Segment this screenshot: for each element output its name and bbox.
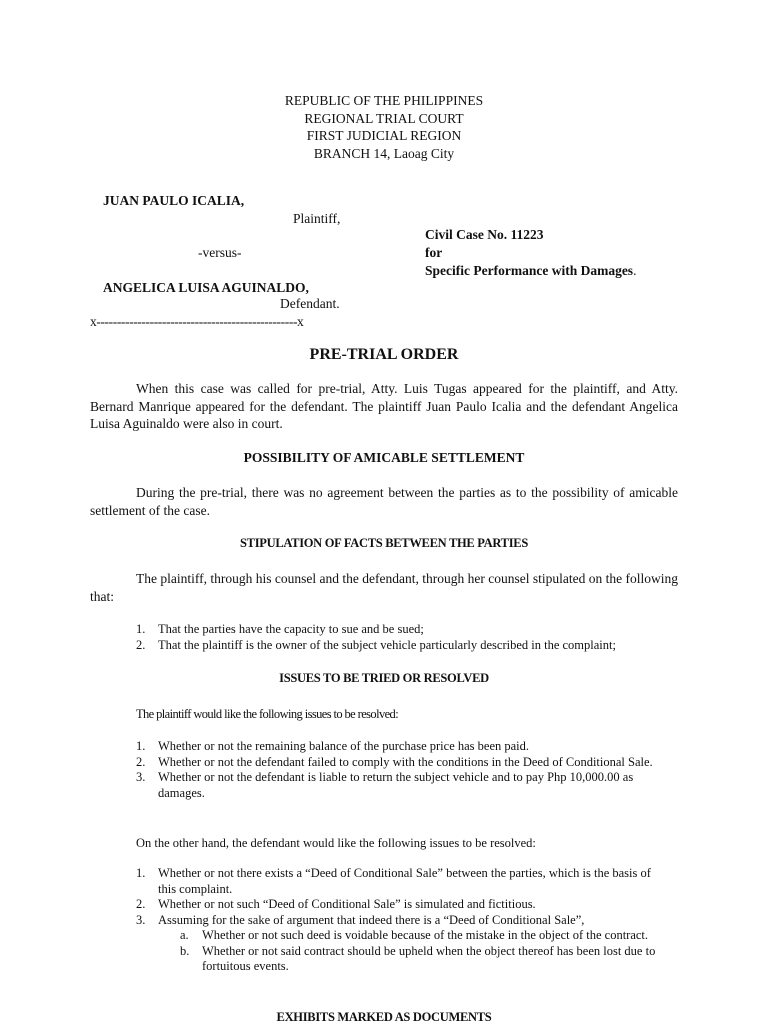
sub-list-item <box>180 928 661 944</box>
sub-list-item-letter: b. <box>180 943 190 958</box>
amicable-paragraph: During the pre-trial, there was no agreement between the parties as to the possibility of amicable settlement of the case. <box>90 485 678 518</box>
list-item-number: 3. <box>136 912 146 927</box>
list-item-text: Whether or not there exists a “Deed of Conditional Sale” between the parties, which is the basis of this complaint. <box>158 866 651 896</box>
plaintiff-issues-list <box>136 739 676 801</box>
stipulation-list <box>136 622 676 653</box>
stipulation-heading: STIPULATION OF FACTS BETWEEN THE PARTIES <box>240 536 528 550</box>
list-item-text: Whether or not the defendant is liable to return the subject vehicle and to pay Php 10,000.00 as damages. <box>158 770 634 800</box>
list-item-text: Whether or not such “Deed of Conditional Sale” is simulated and fictitious. <box>158 897 536 911</box>
list-item-number: 3. <box>136 770 146 784</box>
case-nature-text: Specific Performance with Damages <box>425 263 634 278</box>
intro-paragraph: When this case was called for pre-trial, Atty. Luis Tugas appeared for the plaintiff, and Atty. Bernard Manrique appeared for the defendant. The plaintiff Juan Paulo Icalia and the defendant Angelica Luisa Aguinaldo were also in court. <box>90 381 678 431</box>
list-item <box>136 755 676 771</box>
plaintiff-issues-intro: The plaintiff would like the following issues to be resolved: <box>136 707 399 721</box>
header-line-republic: REPUBLIC OF THE PHILIPPINES <box>284 93 484 108</box>
list-item-number: 2. <box>136 754 146 769</box>
defendant-issues-intro: On the other hand, the defendant would like the following issues to be resolved: <box>136 836 536 850</box>
caption-separator: x-------------------------------------------------x <box>90 314 304 329</box>
list-item <box>136 739 676 755</box>
list-item-text: That the parties have the capacity to sue and be sued; <box>158 622 424 636</box>
defendant-name: ANGELICA LUISA AGUINALDO, <box>103 280 309 295</box>
list-item-number: 2. <box>136 897 146 911</box>
list-item-number: 1. <box>136 622 146 636</box>
sub-list-item-text: Whether or not such deed is voidable because of the mistake in the object of the contract. <box>202 928 649 942</box>
sub-list-item-text: Whether or not said contract should be upheld when the object thereof has been lost due to fortuitous events. <box>202 943 656 973</box>
list-item-text: Assuming for the sake of argument that indeed there is a “Deed of Conditional Sale”, <box>158 912 585 927</box>
case-number: Civil Case No. 11223 <box>425 227 544 242</box>
header-line-branch: BRANCH 14, Laoag City <box>313 145 455 161</box>
versus-label: -versus- <box>198 245 242 260</box>
list-item <box>136 897 661 913</box>
document-title: PRE-TRIAL ORDER <box>309 346 459 363</box>
exhibits-heading: EXHIBITS MARKED AS DOCUMENTS <box>276 1010 492 1024</box>
header-line-region: FIRST JUDICIAL REGION <box>306 128 462 143</box>
court-header <box>0 92 768 162</box>
list-item-number: 1. <box>136 866 146 880</box>
list-item-number: 2. <box>136 637 146 652</box>
case-for-label: for <box>425 245 443 260</box>
list-item-number: 1. <box>136 739 146 753</box>
list-item <box>136 770 668 801</box>
list-item-text: Whether or not the defendant failed to comply with the conditions in the Deed of Conditional Sale. <box>158 754 653 769</box>
defendant-issues-list <box>136 866 661 975</box>
list-item <box>136 638 676 654</box>
list-item <box>136 866 661 897</box>
list-item <box>136 913 661 929</box>
sub-list-item <box>180 944 661 975</box>
plaintiff-role: Plaintiff, <box>293 211 341 226</box>
case-nature-period: . <box>633 263 637 278</box>
amicable-heading: POSSIBILITY OF AMICABLE SETTLEMENT <box>243 450 525 465</box>
case-nature <box>425 263 636 279</box>
sub-list-item-letter: a. <box>180 928 189 942</box>
defendant-role: Defendant. <box>280 296 340 311</box>
header-line-court: REGIONAL TRIAL COURT <box>304 110 464 126</box>
plaintiff-name: JUAN PAULO ICALIA, <box>103 193 245 208</box>
stipulation-paragraph: The plaintiff, through his counsel and the defendant, through her counsel stipulated on the following that: <box>90 571 678 604</box>
list-item <box>136 622 676 638</box>
list-item-text: That the plaintiff is the owner of the subject vehicle particularly described in the complaint; <box>158 637 616 652</box>
issues-heading: ISSUES TO BE TRIED OR RESOLVED <box>279 671 489 685</box>
list-item-text: Whether or not the remaining balance of the purchase price has been paid. <box>158 739 530 753</box>
